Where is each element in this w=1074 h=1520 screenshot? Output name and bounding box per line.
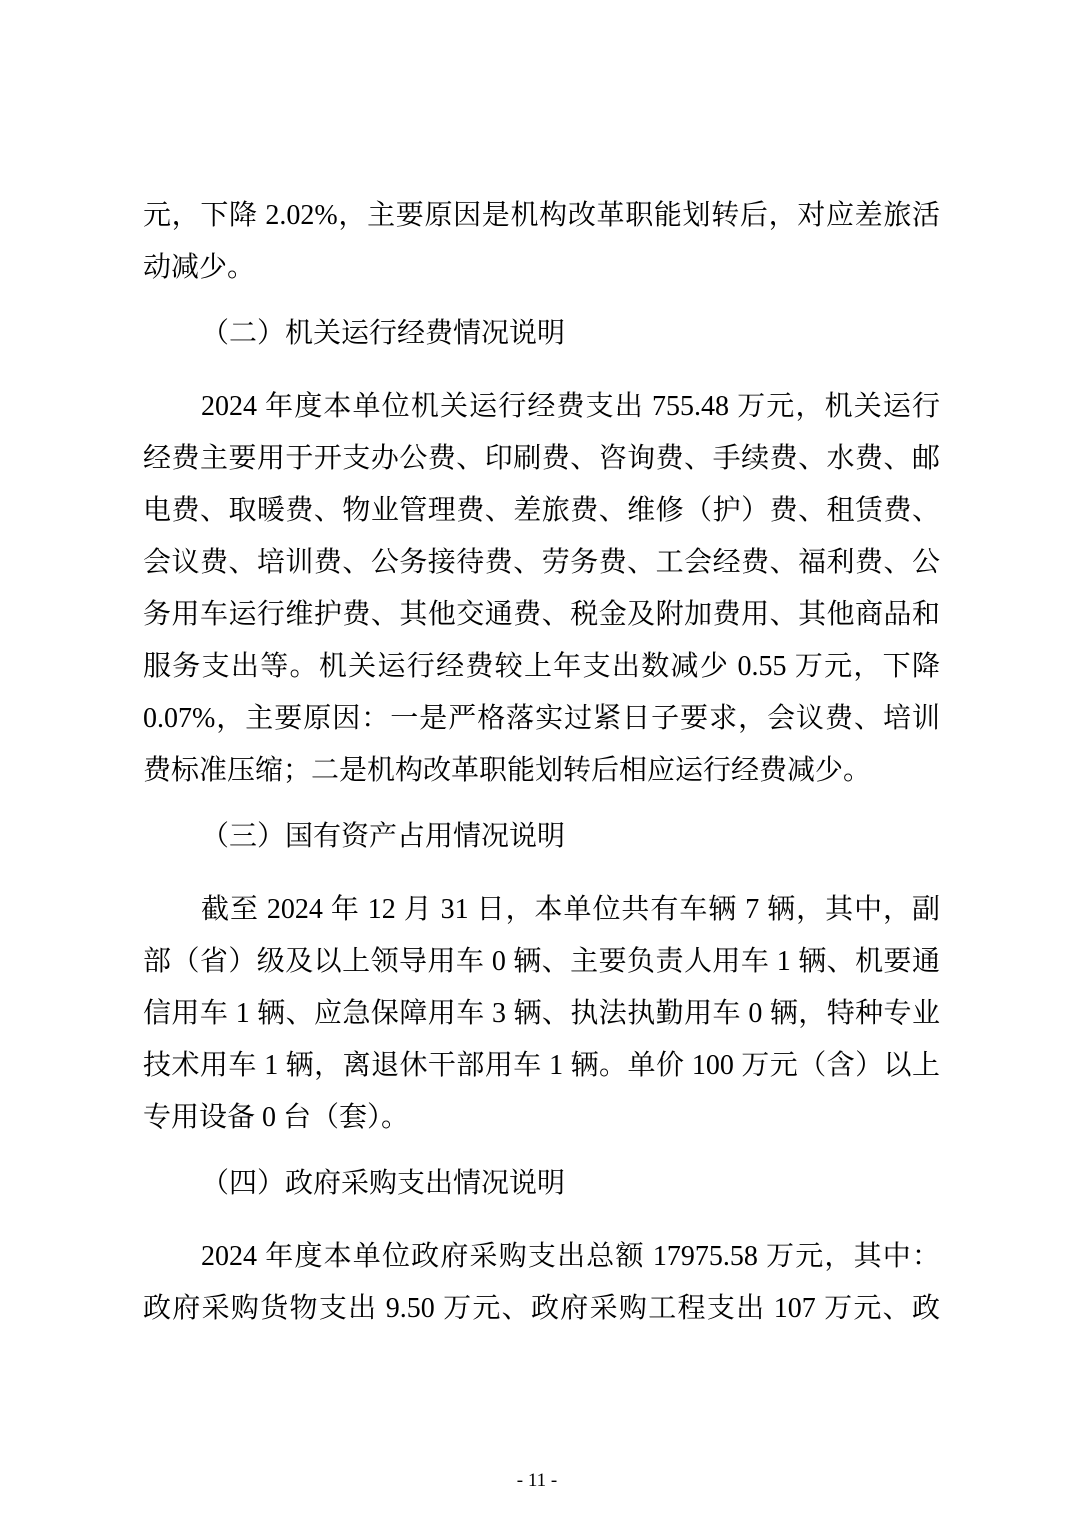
text-line: 部（省）级及以上领导用车 0 辆、主要负责人用车 1 辆、机要通 [143, 946, 940, 977]
document-body [143, 190, 940, 1335]
text-line: 费标准压缩；二是机构改革职能划转后相应运行经费减少。 [143, 755, 872, 786]
text-line: 务用车运行维护费、其他交通费、税金及附加费用、其他商品和 [143, 599, 940, 630]
section-heading: （四）政府采购支出情况说明 [201, 1168, 566, 1199]
text-line: 经费主要用于开支办公费、印刷费、咨询费、手续费、水费、邮 [143, 443, 940, 474]
text-line: 0.07%，主要原因：一是严格落实过紧日子要求，会议费、培训 [143, 703, 940, 734]
text-line: 政府采购货物支出 9.50 万元、政府采购工程支出 107 万元、政 [143, 1293, 940, 1324]
text-line: 元，下降 2.02%，主要原因是机构改革职能划转后，对应差旅活 [143, 200, 940, 231]
text-line: 2024 年度本单位机关运行经费支出 755.48 万元，机关运行 [201, 391, 940, 422]
text-line: 电费、取暖费、物业管理费、差旅费、维修（护）费、租赁费、 [143, 495, 940, 526]
text-line: 服务支出等。机关运行经费较上年支出数减少 0.55 万元，下降 [143, 651, 940, 682]
text-line: 专用设备 0 台（套）。 [143, 1102, 410, 1133]
text-line: 动减少。 [143, 252, 256, 283]
text-line: 会议费、培训费、公务接待费、劳务费、工会经费、福利费、公 [143, 547, 940, 578]
text-line: 2024 年度本单位政府采购支出总额 17975.58 万元，其中： [201, 1241, 940, 1272]
section-heading: （二）机关运行经费情况说明 [201, 318, 566, 349]
text-line: 技术用车 1 辆，离退休干部用车 1 辆。单价 100 万元（含）以上 [143, 1050, 940, 1081]
text-line: 信用车 1 辆、应急保障用车 3 辆、执法执勤用车 0 辆，特种专业 [143, 998, 940, 1029]
text-line: 截至 2024 年 12 月 31 日，本单位共有车辆 7 辆，其中，副 [201, 894, 940, 925]
section-heading: （三）国有资产占用情况说明 [201, 821, 566, 852]
page-number: - 11 - [516, 1470, 558, 1491]
